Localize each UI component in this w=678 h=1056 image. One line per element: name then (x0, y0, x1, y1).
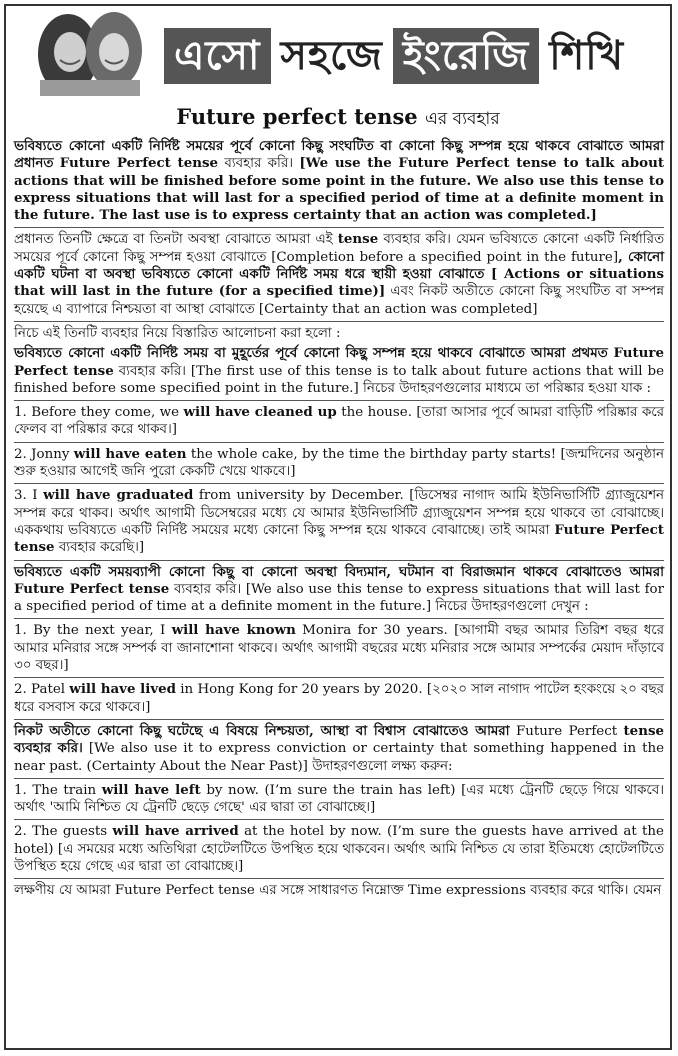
ex4-c: Monira for 30 years. [আগামী বছর আমার তিরিশ বছর ধরে আমার মনিরার সঙ্গে সম্পর্ক বা জানাশোনা থাকবে। অর্থাৎ আগামী বছরের মধ্যে মনিরার সঙ্গে আমার সম্পর্কের মেয়াদ দাঁড়াবে ৩০ বছর।] (14, 623, 664, 674)
ex1-c: the house. [তারা আসার পূর্বে আমরা বাড়িটি পরিষ্কার করে ফেলব বা পরিষ্কার করে থাকব।] (14, 405, 664, 438)
ex2-a: 2. Jonny (14, 446, 74, 462)
closing-line: লক্ষণীয় যে আমরা Future Perfect tense এর সঙ্গে সাধারণত নিম্নোক্ত Time expressions ব্যবহার করে থাকি। যেমন (14, 883, 662, 899)
divider (14, 819, 664, 820)
banner-word-4: শিখি (539, 28, 634, 84)
use1-en: [The first use of this tense is to talk about future actions that will be finished before some specified point in the future.] (14, 363, 664, 396)
use3-tense: tense (623, 722, 664, 739)
ex7-c: at the hotel by now. (I’m sure the guests have arrived at the hotel) [এ সময়ের মধ্যে অতিথিরা হোটেলটিতে উপস্থিত হয়ে থাকবেন। অর্থাৎ আমি নিশ্চিত যে তারা ইতিমধ্যে হোটেলটিতে উপস্থিত হয়ে গেছে এর দ্বারা তা বোঝাচ্ছে।] (14, 824, 664, 874)
example-2 (14, 446, 664, 481)
use1-bn: ভবিষ্যতে কোনো একটি নির্দিষ্ট সময় বা মুহূর্তের পূর্বে কোনো কিছু সম্পন্ন হয়ে থাকবে বোঝাতে আমরা প্রথমত (14, 345, 608, 362)
example-1 (14, 404, 664, 439)
ex6-b: will have left (101, 781, 201, 798)
article-body (6, 138, 670, 900)
ex2-c: the whole cake, by the time the birthday party starts! [জন্মদিনের অনুষ্ঠান শুরু হওয়ার আগেই জনি পুরো কেকটি খেয়ে থাকবে।] (14, 446, 664, 480)
use2-tense: Future Perfect tense (14, 580, 170, 597)
use3-paragraph (14, 723, 664, 775)
example-3 (14, 487, 664, 556)
article-heading (6, 104, 670, 134)
ex5-b: will have lived (69, 681, 176, 698)
banner-word-3: ইংরেজি (393, 28, 539, 84)
intro-bn: ভবিষ্যতে কোনো একটি নির্দিষ্ট সময়ের পূর্বে কোনো কিছু সংঘটিত বা কোনো কিছু সম্পন্ন হয়ে থাকবে বোঝাতে আমরা প্রধানত (14, 138, 664, 172)
ex3-d: Future Perfect tense (14, 521, 664, 556)
use1-paragraph (14, 345, 664, 397)
use2-en: [We also use this tense to express situations that will last for a specified period of time at a definite moment in the future.] (14, 581, 664, 615)
two-women-photo-icon (30, 10, 148, 96)
divider (14, 227, 664, 228)
ex1-b: will have cleaned up (183, 404, 337, 421)
three-uses-c: , কোনো একটি ঘটনা বা অবস্থা ভবিষ্যতে কোনো একটি নির্দিষ্ট সময় ধরে স্থায়ী হওয়া বোঝাতে [ Actions or situations that will last in the future (for a specified time)] (14, 248, 664, 300)
ex7-a: 2. The guests (14, 824, 113, 840)
example-7 (14, 823, 664, 875)
three-uses-d: এবং নিকট অতীতে কোনো কিছু সংঘটিত বা সম্পন্ন হয়েছে এ ব্যাপারে নিশ্চয়তা বা আস্থা বোঝাতে [Certainty that an action was completed] (14, 284, 664, 317)
ex1-a: 1. Before they come, we (14, 405, 184, 421)
ex3-c: from university by December. [ডিসেম্বর নাগাদ আমি ইউনিভার্সিটি গ্র্যাজুয়েশন সম্পন্ন করে থাকব। অর্থাৎ আগামী ডিসেম্বরের মধ্যে যে আমার ইউনিভার্সিটি গ্র্যাজুয়েশন সম্পন্ন হয়ে থাকবে তা বোঝাচ্ছে। এককথায় ভবিষ্যতে একটি নির্দিষ্ট সময়ের মধ্যে কোনো কিছু সম্পন্ন হয়ে থাকবে বোঝাচ্ছে। তাই আমরা (14, 488, 664, 538)
use3-en: [We also use it to express conviction or certainty that something happened in the near past. (Certainty About the Near Past)] (14, 741, 664, 774)
three-uses-b: ব্যবহার করি। যেমন ভবিষ্যতে কোনো একটি নির্ধারিত সময়ের পূর্বে কোনো কিছু সম্পন্ন হওয়া বোঝাতে [Completion before a specified point in the future] (14, 232, 664, 265)
ex6-a: 1. The train (14, 782, 102, 798)
banner-title (164, 28, 634, 84)
intro-bn2: ব্যবহার করি। (224, 156, 294, 172)
example-6 (14, 782, 664, 817)
ex3-e: ব্যবহার করেছি।] (54, 540, 145, 556)
discussion-line: নিচে এই তিনটি ব্যবহার নিয়ে বিস্তারিত আলোচনা করা হলো : (14, 325, 341, 341)
banner-word-1: এসো (164, 28, 271, 84)
use1-bn2: ব্যবহার করি। (118, 363, 186, 379)
divider (14, 483, 664, 484)
use2-bn2: ব্যবহার করি। (173, 581, 242, 597)
article-frame (4, 4, 672, 1050)
intro-paragraph (14, 138, 664, 224)
intro-tense: Future Perfect tense (59, 155, 219, 172)
ex6-c: by now. (I’m sure the train has left) [এর মধ্যে ট্রেনটি ছেড়ে গিয়ে থাকবে। অর্থাৎ 'আমি নিশ্চিত যে ট্রেনটি ছেড়ে গেছে' এর দ্বারা তা বোঝাচ্ছে।] (14, 782, 664, 816)
use1-tense: Future Perfect tense (14, 345, 664, 379)
example-4 (14, 622, 664, 674)
ex4-b: will have known (171, 622, 296, 639)
use2-bn3: নিচের উদাহরণগুলো দেখুন : (435, 599, 589, 615)
use1-bn3: নিচের উদাহরণগুলোর মাধ্যমে তা পরিষ্কার হওয়া যাক : (363, 380, 652, 396)
use2-paragraph (14, 564, 664, 616)
intro-en: [We use the Future Perfect tense to talk about actions that will be finished before some point in the future. We also use this tense to express situations that will last for a specified period of time at a definite moment in the future. The last use is to express certainty that an action was completed.] (14, 155, 665, 224)
ex3-b: will have graduated (43, 487, 194, 504)
use3-bn: নিকট অতীতে কোনো কিছু ঘটেছে এ বিষয়ে নিশ্চয়তা, আস্থা বা বিশ্বাস বোঝাতেও আমরা (14, 722, 510, 739)
ex7-b: will have arrived (112, 823, 239, 840)
divider (14, 618, 664, 619)
divider (14, 442, 664, 443)
banner-word-2: সহজে (271, 28, 393, 84)
ex3-a: 3. I (14, 488, 44, 504)
divider (14, 778, 664, 779)
divider (14, 400, 664, 401)
use3-bn2: ব্যবহার করি। (14, 740, 83, 757)
banner (6, 6, 670, 98)
divider (14, 321, 664, 322)
divider (14, 677, 664, 678)
ex5-c: in Hong Kong for 20 years by 2020. [২০২০ সাল নাগাদ পাটেল হংকংয়ে ২০ বছর ধরে বসবাস করে থাকবে।] (14, 682, 664, 715)
example-5 (14, 681, 664, 716)
use3-mid: Future Perfect (509, 723, 624, 739)
heading-main: Future perfect tense (176, 104, 418, 129)
use3-bn3: উদাহরণগুলো লক্ষ্য করুন: (307, 758, 453, 774)
divider (14, 719, 664, 720)
three-uses-tense: tense (337, 231, 379, 248)
ex4-a: 1. By the next year, I (14, 623, 172, 639)
use2-bn: ভবিষ্যতে একটি সময়ব্যাপী কোনো কিছু বা কোনো অবস্থা বিদ্যমান, ঘটমান বা বিরাজমান থাকবে বোঝাতেও আমরা (14, 563, 664, 580)
ex2-b: will have eaten (73, 445, 187, 462)
three-uses-a: প্রধানত তিনটি ক্ষেত্রে বা তিনটা অবস্থা বোঝাতে আমরা এই (14, 232, 333, 248)
heading-bn: এর ব্যবহার (424, 109, 500, 129)
three-uses-paragraph (14, 231, 664, 317)
ex5-a: 2. Patel (14, 682, 70, 698)
divider (14, 878, 664, 879)
divider (14, 560, 664, 561)
